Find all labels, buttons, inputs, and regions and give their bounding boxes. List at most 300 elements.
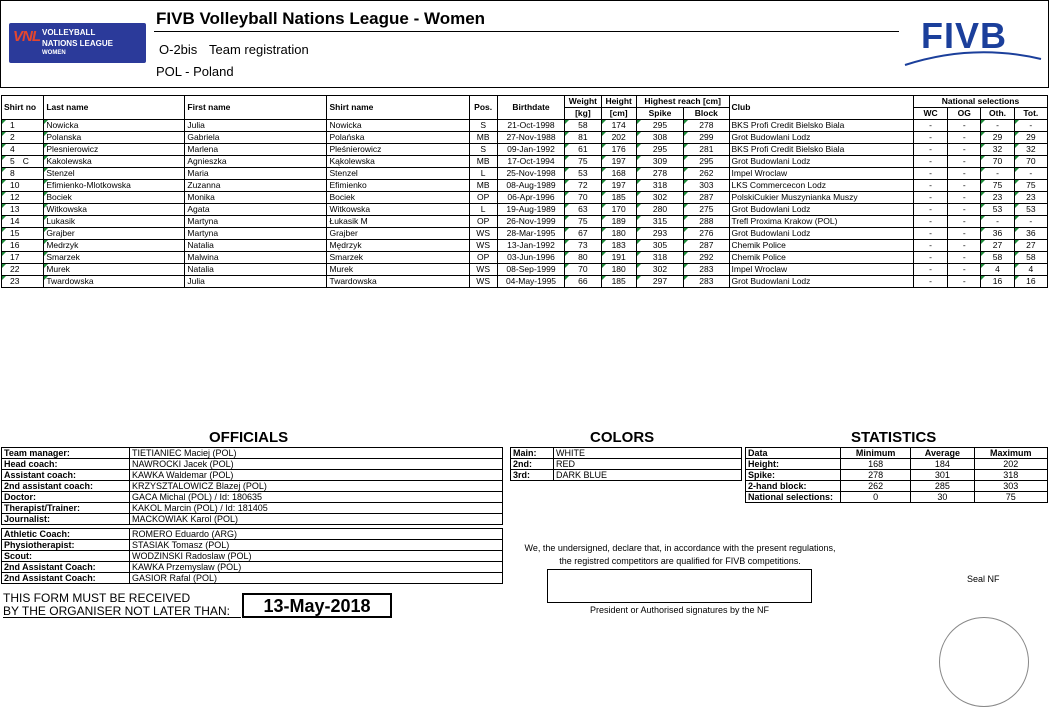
- player-shirt-name: Nowicka: [327, 120, 469, 132]
- player-shirt-no: [2, 120, 44, 132]
- player-height: 202: [601, 132, 636, 144]
- stats-head-max: Maximum: [974, 448, 1047, 459]
- player-club: BKS Profi Credit Bielsko Biala: [729, 144, 913, 156]
- official-role: Assistant coach:: [2, 470, 130, 481]
- player-wc: -: [913, 180, 947, 192]
- color-value: RED: [554, 459, 742, 470]
- official-row: [2, 481, 503, 492]
- player-weight: 63: [565, 204, 601, 216]
- player-shirt-number: 4: [10, 144, 15, 154]
- col-pos: Pos.: [469, 96, 497, 120]
- player-birthdate: 17-Oct-1994: [497, 156, 565, 168]
- official-row: [2, 551, 503, 562]
- player-og: -: [948, 132, 981, 144]
- stat-max: 75: [974, 492, 1047, 503]
- player-height: 168: [601, 168, 636, 180]
- player-tot: 29: [1014, 132, 1047, 144]
- col-oth: Oth.: [981, 108, 1014, 120]
- player-spike: 318: [636, 180, 683, 192]
- player-shirt-name: Bociek: [327, 192, 469, 204]
- col-first-name: First name: [185, 96, 327, 120]
- player-block: 303: [684, 180, 729, 192]
- player-pos: S: [469, 144, 497, 156]
- official-name: ROMERO Eduardo (ARG): [130, 529, 503, 540]
- col-spike: Spike: [636, 108, 683, 120]
- vnl-logo-line: NATIONS LEAGUE: [42, 39, 113, 48]
- stat-max: 202: [974, 459, 1047, 470]
- player-weight: 61: [565, 144, 601, 156]
- player-wc: -: [913, 120, 947, 132]
- player-oth: 70: [981, 156, 1014, 168]
- captain-marker: [19, 192, 27, 202]
- official-role: Scout:: [2, 551, 130, 562]
- stat-label: Height:: [746, 459, 841, 470]
- player-first-name: Monika: [185, 192, 327, 204]
- player-shirt-no: [2, 168, 44, 180]
- player-shirt-name: Murek: [327, 264, 469, 276]
- stat-label: National selections:: [746, 492, 841, 503]
- player-club: BKS Profi Credit Bielsko Biala: [729, 120, 913, 132]
- player-birthdate: 03-Jun-1996: [497, 252, 565, 264]
- color-label: 2nd:: [511, 459, 554, 470]
- official-row: [2, 562, 503, 573]
- player-oth: 58: [981, 252, 1014, 264]
- player-birthdate: 08-Sep-1999: [497, 264, 565, 276]
- color-label: 3rd:: [511, 470, 554, 481]
- player-weight: 70: [565, 192, 601, 204]
- player-spike: 280: [636, 204, 683, 216]
- captain-marker: [19, 204, 27, 214]
- colors-title: COLORS: [590, 429, 655, 446]
- player-weight: 53: [565, 168, 601, 180]
- player-shirt-name: Pleśnierowicz: [327, 144, 469, 156]
- roster-row: [2, 192, 1048, 204]
- player-last-name: Lukasik: [44, 216, 185, 228]
- player-og: -: [948, 228, 981, 240]
- signature-label: President or Authorised signatures by the NF: [589, 605, 770, 615]
- player-og: -: [948, 144, 981, 156]
- player-shirt-no: [2, 204, 44, 216]
- player-shirt-number: 17: [10, 252, 20, 262]
- vnl-logo-line: VOLLEYBALL: [42, 28, 96, 37]
- roster-row: [2, 228, 1048, 240]
- player-birthdate: 27-Nov-1988: [497, 132, 565, 144]
- player-last-name: Grajber: [44, 228, 185, 240]
- player-pos: WS: [469, 240, 497, 252]
- player-pos: MB: [469, 132, 497, 144]
- fivb-logo-swoosh: [903, 45, 1043, 67]
- player-first-name: Gabriela: [185, 132, 327, 144]
- official-role: Head coach:: [2, 459, 130, 470]
- player-last-name: Stenzel: [44, 168, 185, 180]
- player-height: 191: [601, 252, 636, 264]
- color-row: [511, 470, 742, 481]
- deadline-line-2: BY THE ORGANISER NOT LATER THAN:: [3, 604, 230, 618]
- statistics-row: [746, 481, 1048, 492]
- player-oth: 16: [981, 276, 1014, 288]
- official-role: Athletic Coach:: [2, 529, 130, 540]
- player-pos: MB: [469, 156, 497, 168]
- player-og: -: [948, 120, 981, 132]
- player-weight: 66: [565, 276, 601, 288]
- player-wc: -: [913, 240, 947, 252]
- official-name: KAWKA Waldemar (POL): [130, 470, 503, 481]
- roster-row: [2, 144, 1048, 156]
- stat-max: 303: [974, 481, 1047, 492]
- player-shirt-number: 2: [10, 132, 15, 142]
- player-block: 283: [684, 264, 729, 276]
- player-birthdate: 09-Jan-1992: [497, 144, 565, 156]
- player-last-name: Medrzyk: [44, 240, 185, 252]
- roster-row: [2, 276, 1048, 288]
- col-og: OG: [948, 108, 981, 120]
- captain-marker: [15, 120, 23, 130]
- player-spike: 302: [636, 264, 683, 276]
- official-name: KAWKA Przemyslaw (POL): [130, 562, 503, 573]
- player-tot: -: [1014, 120, 1047, 132]
- player-height: 170: [601, 204, 636, 216]
- stat-min: 278: [841, 470, 911, 481]
- player-shirt-number: 10: [10, 180, 20, 190]
- player-og: -: [948, 264, 981, 276]
- vnl-logo-mark: VNL: [13, 28, 40, 45]
- player-block: 295: [684, 156, 729, 168]
- player-weight: 75: [565, 156, 601, 168]
- official-role: 2nd Assistant Coach:: [2, 562, 130, 573]
- player-weight: 81: [565, 132, 601, 144]
- player-pos: OP: [469, 216, 497, 228]
- player-shirt-name: Mędrzyk: [327, 240, 469, 252]
- player-block: 287: [684, 192, 729, 204]
- player-shirt-name: Stenzel: [327, 168, 469, 180]
- player-wc: -: [913, 168, 947, 180]
- color-value: DARK BLUE: [554, 470, 742, 481]
- captain-marker: [19, 228, 27, 238]
- player-shirt-no: [2, 228, 44, 240]
- official-name: TIETIANIEC Maciej (POL): [130, 448, 503, 459]
- col-club: Club: [729, 96, 913, 120]
- roster-row: [2, 216, 1048, 228]
- form-header: [0, 0, 1049, 88]
- player-oth: 29: [981, 132, 1014, 144]
- col-national-selections: National selections: [913, 96, 1047, 108]
- player-last-name: Nowicka: [44, 120, 185, 132]
- player-club: Grot Budowlani Lodz: [729, 132, 913, 144]
- player-tot: 70: [1014, 156, 1047, 168]
- player-birthdate: 06-Apr-1996: [497, 192, 565, 204]
- player-oth: 23: [981, 192, 1014, 204]
- player-shirt-name: Twardowska: [327, 276, 469, 288]
- deadline-underline: [3, 617, 241, 618]
- player-tot: 27: [1014, 240, 1047, 252]
- player-tot: 16: [1014, 276, 1047, 288]
- declaration-line-2: the registred competitors are qualified for FIVB competitions.: [559, 556, 801, 566]
- player-first-name: Agata: [185, 204, 327, 216]
- player-shirt-number: 23: [10, 276, 20, 286]
- player-weight: 72: [565, 180, 601, 192]
- col-weight: Weight: [565, 96, 601, 108]
- team-name: POL - Poland: [156, 64, 234, 79]
- player-block: 276: [684, 228, 729, 240]
- player-birthdate: 04-May-1995: [497, 276, 565, 288]
- deadline-date: 13-May-2018: [242, 593, 392, 618]
- statistics-title: STATISTICS: [851, 429, 937, 446]
- player-wc: -: [913, 252, 947, 264]
- official-row: [2, 459, 503, 470]
- colors-table: [510, 447, 742, 481]
- player-club: Grot Budowlani Lodz: [729, 204, 913, 216]
- player-oth: 4: [981, 264, 1014, 276]
- official-name: KAKOL Marcin (POL) / Id: 181405: [130, 503, 503, 514]
- statistics-table: [745, 447, 1048, 503]
- player-og: -: [948, 204, 981, 216]
- official-name: WODZINSKI Radoslaw (POL): [130, 551, 503, 562]
- player-pos: L: [469, 168, 497, 180]
- player-shirt-number: 13: [10, 204, 20, 214]
- player-oth: -: [981, 216, 1014, 228]
- player-weight: 58: [565, 120, 601, 132]
- player-wc: -: [913, 216, 947, 228]
- player-height: 185: [601, 276, 636, 288]
- player-shirt-no: [2, 264, 44, 276]
- player-og: -: [948, 156, 981, 168]
- roster-row: [2, 264, 1048, 276]
- player-height: 180: [601, 264, 636, 276]
- color-value: WHITE: [554, 448, 742, 459]
- player-spike: 302: [636, 192, 683, 204]
- player-shirt-no: [2, 156, 44, 168]
- player-tot: -: [1014, 216, 1047, 228]
- statistics-header-row: [746, 448, 1048, 459]
- vnl-logo-line: WOMEN: [42, 50, 66, 56]
- official-role: Team manager:: [2, 448, 130, 459]
- stat-avg: 184: [911, 459, 974, 470]
- title-divider: [154, 31, 899, 32]
- captain-marker: [19, 252, 27, 262]
- declaration: [505, 542, 855, 568]
- seal-label: Seal NF: [967, 574, 1000, 584]
- player-birthdate: 19-Aug-1989: [497, 204, 565, 216]
- player-weight: 67: [565, 228, 601, 240]
- official-row: [2, 540, 503, 551]
- statistics-row: [746, 459, 1048, 470]
- roster-row: [2, 240, 1048, 252]
- statistics-row: [746, 470, 1048, 481]
- player-pos: WS: [469, 276, 497, 288]
- player-last-name: Twardowska: [44, 276, 185, 288]
- player-shirt-number: 1: [10, 120, 15, 130]
- player-shirt-no: [2, 240, 44, 252]
- player-shirt-name: Polańska: [327, 132, 469, 144]
- player-pos: OP: [469, 252, 497, 264]
- official-role: Doctor:: [2, 492, 130, 503]
- player-first-name: Julia: [185, 276, 327, 288]
- player-shirt-number: 12: [10, 192, 20, 202]
- player-shirt-no: [2, 276, 44, 288]
- player-birthdate: 13-Jan-1992: [497, 240, 565, 252]
- captain-marker: [19, 240, 27, 250]
- player-og: -: [948, 240, 981, 252]
- player-block: 281: [684, 144, 729, 156]
- signature-box[interactable]: [547, 569, 812, 603]
- player-tot: 53: [1014, 204, 1047, 216]
- player-shirt-name: Łukasik M: [327, 216, 469, 228]
- player-wc: -: [913, 192, 947, 204]
- player-first-name: Agnieszka: [185, 156, 327, 168]
- color-row: [511, 448, 742, 459]
- player-wc: -: [913, 264, 947, 276]
- player-height: 183: [601, 240, 636, 252]
- player-pos: WS: [469, 264, 497, 276]
- official-role: Physiotherapist:: [2, 540, 130, 551]
- player-shirt-number: 22: [10, 264, 20, 274]
- player-last-name: Kakolewska: [44, 156, 185, 168]
- player-last-name: Smarzek: [44, 252, 185, 264]
- stats-head-min: Minimum: [841, 448, 911, 459]
- player-club: PolskiCukier Muszynianka Muszy: [729, 192, 913, 204]
- player-spike: 305: [636, 240, 683, 252]
- player-weight: 75: [565, 216, 601, 228]
- col-weight-unit: [kg]: [565, 108, 601, 120]
- player-tot: 36: [1014, 228, 1047, 240]
- player-wc: -: [913, 144, 947, 156]
- player-last-name: Plesnierowicz: [44, 144, 185, 156]
- stat-avg: 285: [911, 481, 974, 492]
- player-shirt-no: [2, 216, 44, 228]
- player-shirt-number: 8: [10, 168, 15, 178]
- player-oth: 32: [981, 144, 1014, 156]
- player-tot: 4: [1014, 264, 1047, 276]
- player-birthdate: 21-Oct-1998: [497, 120, 565, 132]
- captain-marker: [15, 132, 23, 142]
- roster-row: [2, 120, 1048, 132]
- official-role: Journalist:: [2, 514, 130, 525]
- player-shirt-name: Kąkolewska: [327, 156, 469, 168]
- player-og: -: [948, 192, 981, 204]
- roster-row: [2, 168, 1048, 180]
- player-spike: 308: [636, 132, 683, 144]
- vnl-logo: [9, 23, 146, 63]
- captain-marker: [19, 276, 27, 286]
- col-block: Block: [684, 108, 729, 120]
- roster-row: [2, 252, 1048, 264]
- player-shirt-number: 5: [10, 156, 15, 166]
- captain-marker: [19, 216, 27, 226]
- player-block: 299: [684, 132, 729, 144]
- officials-table: [1, 447, 503, 584]
- player-first-name: Zuzanna: [185, 180, 327, 192]
- player-club: Chemik Police: [729, 252, 913, 264]
- player-first-name: Martyna: [185, 228, 327, 240]
- official-name: STASIAK Tomasz (POL): [130, 540, 503, 551]
- player-oth: 75: [981, 180, 1014, 192]
- player-first-name: Natalia: [185, 264, 327, 276]
- player-shirt-name: Smarzek: [327, 252, 469, 264]
- statistics-row: [746, 492, 1048, 503]
- player-club: Chemik Police: [729, 240, 913, 252]
- player-height: 185: [601, 192, 636, 204]
- player-height: 197: [601, 156, 636, 168]
- seal-circle: [939, 617, 1029, 707]
- player-weight: 80: [565, 252, 601, 264]
- player-shirt-number: 14: [10, 216, 20, 226]
- player-club: Impel Wroclaw: [729, 168, 913, 180]
- captain-marker: [19, 180, 27, 190]
- player-wc: -: [913, 156, 947, 168]
- player-tot: 58: [1014, 252, 1047, 264]
- player-block: 262: [684, 168, 729, 180]
- player-block: 288: [684, 216, 729, 228]
- col-highest-reach: Highest reach [cm]: [636, 96, 729, 108]
- stats-head-avg: Average: [911, 448, 974, 459]
- player-height: 180: [601, 228, 636, 240]
- player-og: -: [948, 180, 981, 192]
- roster-table: [1, 95, 1048, 288]
- player-club: Impel Wroclaw: [729, 264, 913, 276]
- player-birthdate: 28-Mar-1995: [497, 228, 565, 240]
- player-wc: -: [913, 228, 947, 240]
- officials-title: OFFICIALS: [209, 429, 289, 446]
- player-first-name: Natalia: [185, 240, 327, 252]
- color-row: [511, 459, 742, 470]
- player-weight: 70: [565, 264, 601, 276]
- col-height-unit: [cm]: [601, 108, 636, 120]
- player-first-name: Julia: [185, 120, 327, 132]
- player-shirt-number: 15: [10, 228, 20, 238]
- stat-max: 318: [974, 470, 1047, 481]
- player-pos: WS: [469, 228, 497, 240]
- player-block: 278: [684, 120, 729, 132]
- col-last-name: Last name: [44, 96, 185, 120]
- player-height: 176: [601, 144, 636, 156]
- official-name: GACA Michal (POL) / Id: 180635: [130, 492, 503, 503]
- player-wc: -: [913, 132, 947, 144]
- player-tot: 75: [1014, 180, 1047, 192]
- player-last-name: Polanska: [44, 132, 185, 144]
- player-shirt-no: [2, 192, 44, 204]
- captain-marker: [15, 168, 23, 178]
- player-last-name: Murek: [44, 264, 185, 276]
- roster-header-row: [2, 96, 1048, 108]
- stat-avg: 30: [911, 492, 974, 503]
- official-row: [2, 573, 503, 584]
- captain-marker: [15, 144, 23, 154]
- captain-marker: [19, 264, 27, 274]
- player-block: 292: [684, 252, 729, 264]
- player-shirt-no: [2, 252, 44, 264]
- player-last-name: Bociek: [44, 192, 185, 204]
- player-oth: 53: [981, 204, 1014, 216]
- player-club: Grot Budowlani Lodz: [729, 156, 913, 168]
- player-first-name: Marlena: [185, 144, 327, 156]
- player-oth: -: [981, 120, 1014, 132]
- stats-head-label: Data: [746, 448, 841, 459]
- fivb-logo: FIVB: [921, 15, 1008, 56]
- stat-min: 0: [841, 492, 911, 503]
- player-tot: -: [1014, 168, 1047, 180]
- stat-avg: 301: [911, 470, 974, 481]
- player-og: -: [948, 252, 981, 264]
- player-wc: -: [913, 204, 947, 216]
- player-club: Trefl Proxima Krakow (POL): [729, 216, 913, 228]
- player-shirt-no: [2, 180, 44, 192]
- player-birthdate: 26-Nov-1999: [497, 216, 565, 228]
- stat-min: 262: [841, 481, 911, 492]
- stat-label: Spike:: [746, 470, 841, 481]
- col-birthdate: Birthdate: [497, 96, 565, 120]
- player-spike: 318: [636, 252, 683, 264]
- player-spike: 278: [636, 168, 683, 180]
